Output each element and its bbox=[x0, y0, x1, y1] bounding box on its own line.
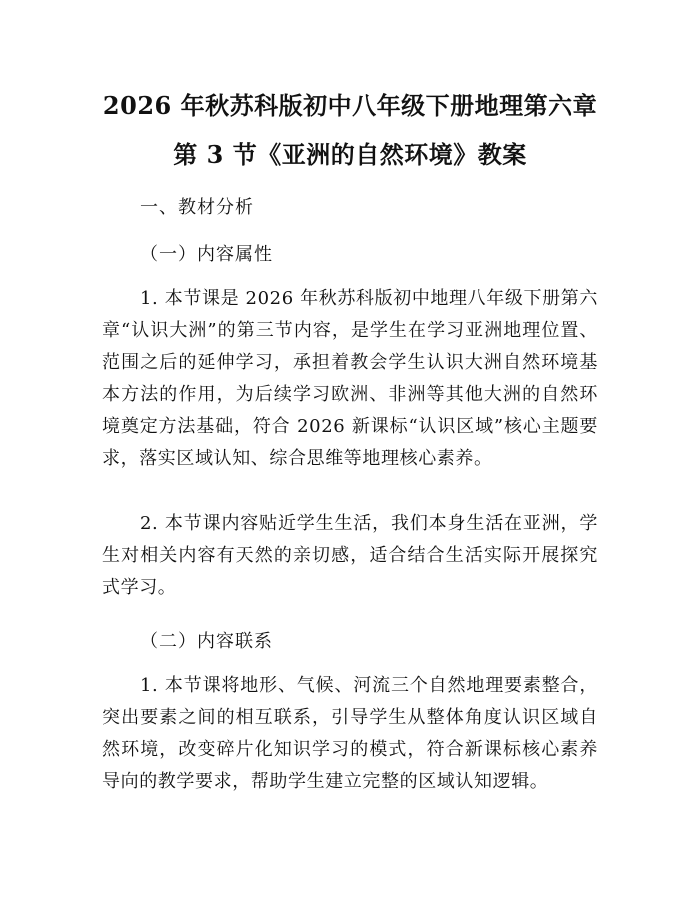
document-title-line-1: 2026 年秋苏科版初中八年级下册地理第六章 bbox=[102, 91, 598, 120]
paragraph-content-attributes-2: 2. 本节课内容贴近学生生活，我们本身生活在亚洲，学生对相关内容有天然的亲切感，适合结合生活实际开展探究式学习。 bbox=[102, 513, 598, 598]
section-heading-teaching-material-analysis: 一、教材分析 bbox=[140, 197, 254, 218]
subsection-heading-content-attributes: （一）内容属性 bbox=[140, 244, 273, 265]
paragraph-content-attributes-1: 1. 本节课是 2026 年秋苏科版初中地理八年级下册第六章“认识大洲”的第三节内容，是学生在学习亚洲地理位置、范围之后的延伸学习，承担着教会学生认识大洲自然环境基本方法的作用，为后续学习欧洲、非洲等其他大洲的自然环境奠定方法基础，符合 2026 新课标“认识区域”核心主题要求，落实区域认知、综合思维等地理核心素养。 bbox=[102, 288, 598, 469]
paragraph-content-connections-1: 1. 本节课将地形、气候、河流三个自然地理要素整合，突出要素之间的相互联系，引导学生从整体角度认识区域自然环境，改变碎片化知识学习的模式，符合新课标核心素养导向的教学要求，帮助学生建立完整的区域认知逻辑。 bbox=[102, 675, 598, 792]
document-title-line-2: 第 3 节《亚洲的自然环境》教案 bbox=[173, 140, 527, 169]
subsection-heading-content-connections: （二）内容联系 bbox=[140, 631, 273, 652]
